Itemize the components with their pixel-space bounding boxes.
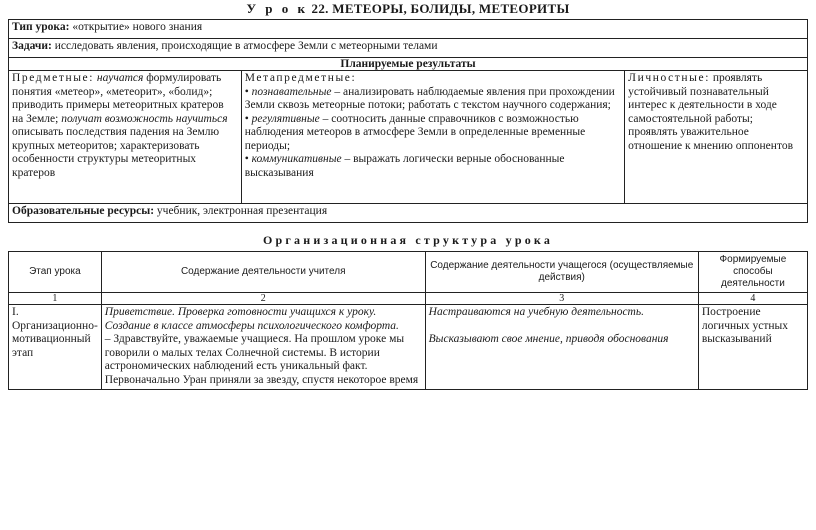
results-row — [9, 71, 808, 204]
resources-label: Образовательные ресурсы: — [12, 205, 155, 217]
student-action-2: Высказывают свое мнение, приводя обоснования — [428, 332, 669, 345]
column-number-2: 2 — [101, 293, 425, 305]
header-skills: Формируемые способы деятельности — [698, 252, 807, 293]
subject-text-2: описывать последствия падения на Землю крупных метеоритов; характеризовать особенности структуры метеоритных кратеров — [12, 126, 220, 179]
subject-text-1: формулировать понятия «метеор», «метеорит», «болид»; приводить примеры метеоритных кратеров на Земле; — [12, 72, 224, 125]
lesson-type-value: «открытие» нового знания — [72, 21, 203, 33]
lesson-type-row — [9, 20, 808, 39]
subject-italic-2: получат возможность научиться — [61, 112, 228, 125]
meta-label: Метапредметные: — [244, 72, 357, 84]
subject-italic-1: научатся — [96, 72, 144, 84]
resources-row — [9, 204, 808, 223]
planned-results-header-row — [9, 58, 808, 71]
meta-item-cognitive: • познавательные – анализировать наблюдаемые явления при прохождении Земли сквозь метеорные потоки; работать с текстом научного содержания; — [244, 85, 615, 111]
teacher-cell — [101, 305, 425, 390]
teacher-text: – Здравствуйте, уважаемые учащиеся. На прошлом уроке мы говорили о малых телах Солнечной системы. В истории астрономических наблюдений есть уникальный факт. Первоначально Уран приняли за звезду, спустя некоторое время — [104, 333, 419, 386]
tasks-value: исследовать явления, происходящие в атмосфере Земли с метеорными телами — [54, 40, 438, 52]
teacher-italic: Приветствие. Проверка готовности учащихся к уроку. Создание в классе атмосферы психологического комфорта. — [104, 306, 399, 332]
skills-cell: Построение логичных устных высказываний — [698, 305, 807, 390]
tasks-label: Задачи: — [12, 40, 52, 52]
org-header-row — [9, 252, 808, 293]
subject-label: Предметные: — [12, 72, 95, 84]
planned-results-header: Планируемые результаты — [9, 58, 808, 71]
meta-item-communicative: • коммуникативные – выражать логически верные обоснованные высказывания — [244, 153, 565, 179]
lesson-type-label: Тип урока: — [12, 21, 70, 33]
header-student: Содержание деятельности учащегося (осуществляемые действия) — [425, 252, 698, 293]
meta-results-cell — [241, 71, 624, 204]
resources-value: учебник, электронная презентация — [156, 205, 328, 217]
column-number-3: 3 — [425, 293, 698, 305]
lesson-title-prefix: У р о к — [246, 1, 308, 16]
personal-text: проявлять устойчивый познавательный интерес к деятельности в ходе самостоятельной работы; проявлять уважительное отношение к мнению оппонентов — [628, 72, 793, 152]
meta-item-regulatory: • регулятивные – соотносить данные справочников с возможностью наблюдения метеоров в атмосфере Земли в определенные временные периоды; — [244, 112, 586, 152]
column-number-row — [9, 293, 808, 305]
stage-cell: I. Организационно-мотивационный этап — [9, 305, 102, 390]
personal-label: Личностные: — [628, 72, 711, 84]
header-teacher: Содержание деятельности учителя — [101, 252, 425, 293]
student-action-1: Настраиваются на учебную деятельность. — [428, 306, 644, 318]
lesson-title-text: 22. МЕТЕОРЫ, БОЛИДЫ, МЕТЕОРИТЫ — [311, 1, 570, 16]
column-number-4: 4 — [698, 293, 807, 305]
tasks-row — [9, 39, 808, 58]
student-cell — [425, 305, 698, 390]
lesson-title — [0, 1, 816, 17]
header-stage: Этап урока — [9, 252, 102, 293]
org-structure-table — [8, 251, 808, 390]
subject-results-cell — [9, 71, 242, 204]
table-row — [9, 305, 808, 390]
column-number-1: 1 — [9, 293, 102, 305]
lesson-info-table — [8, 19, 808, 223]
personal-results-cell — [625, 71, 808, 204]
org-structure-title: Организационная структура урока — [262, 233, 554, 247]
